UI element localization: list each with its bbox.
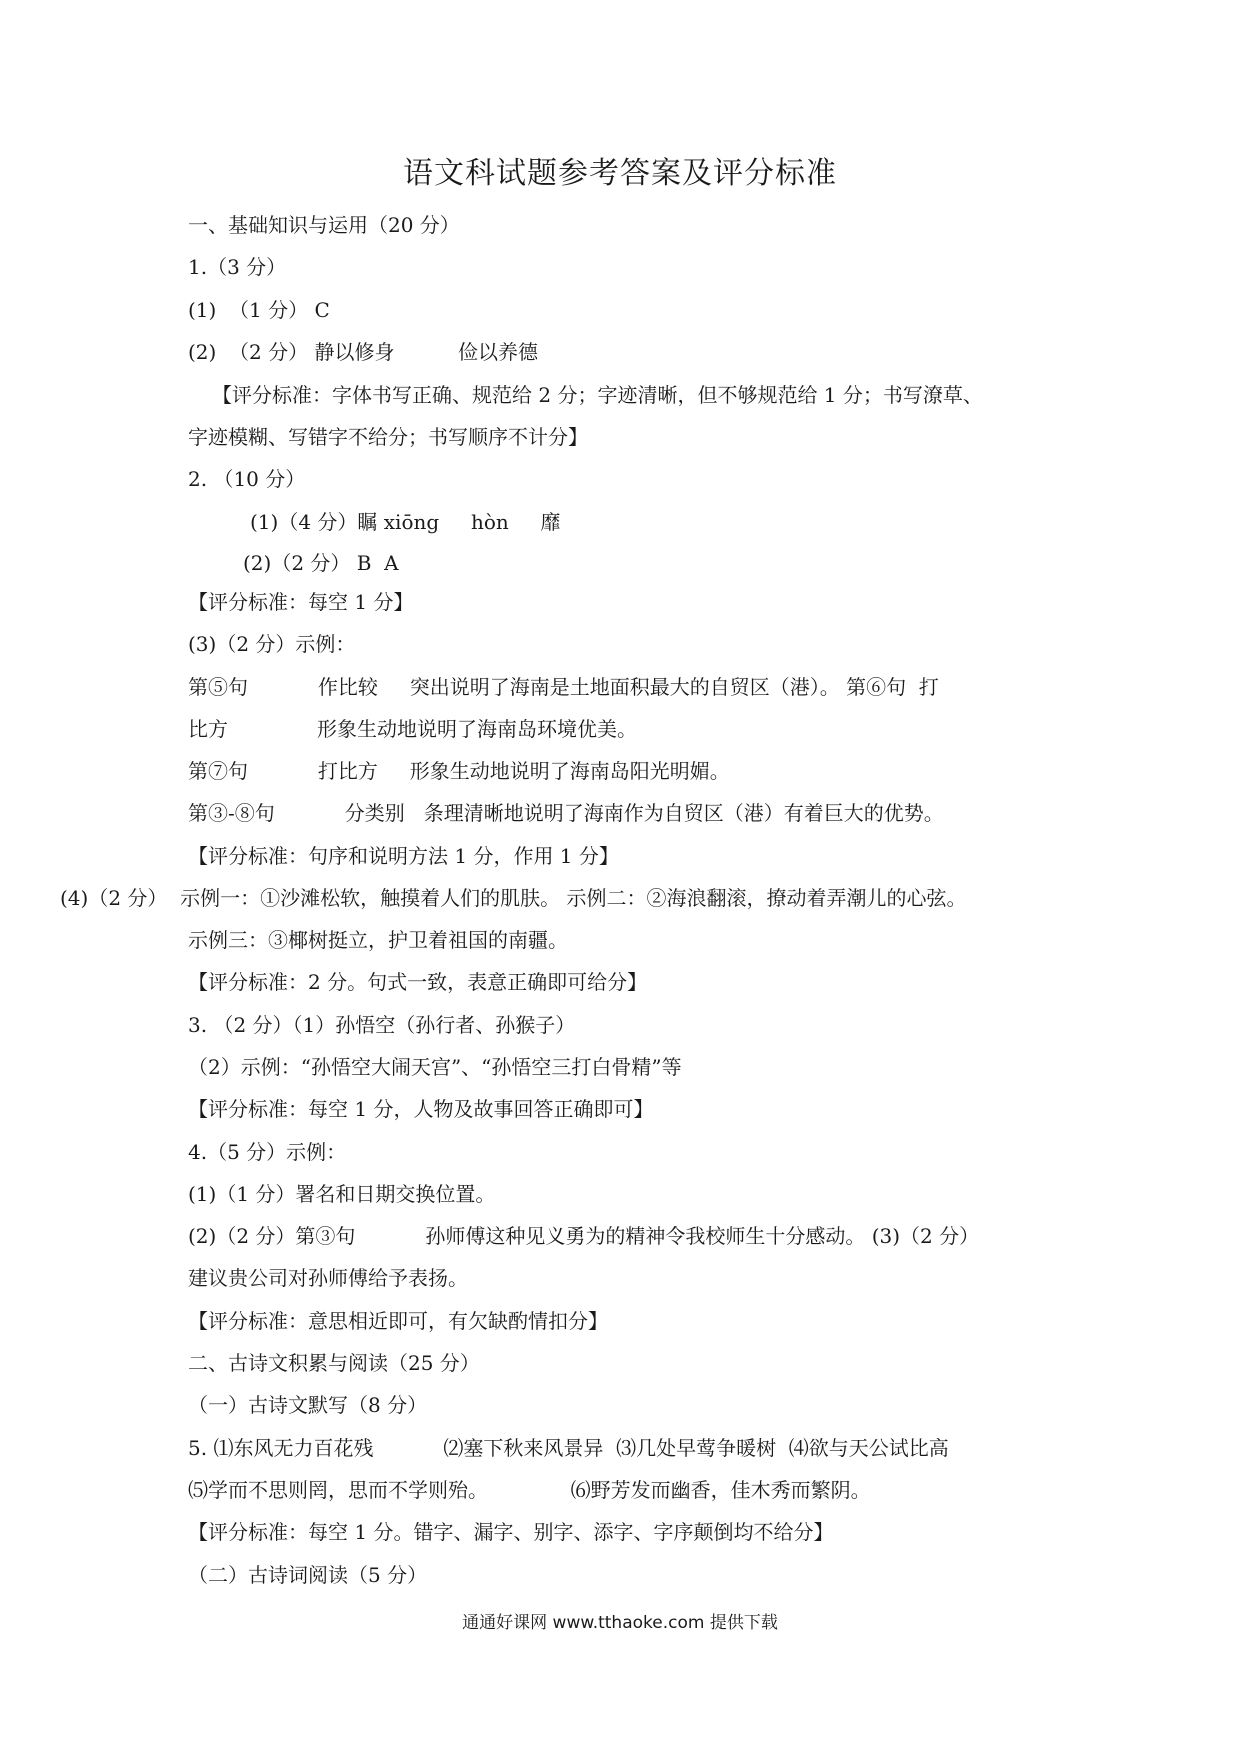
answer-3-2: （2）示例：“孙悟空大闹天宫”、“孙悟空三打白骨精”等: [188, 1055, 682, 1079]
scoring-note-2: 【评分标准：每空 1 分】: [188, 590, 414, 614]
answer-3-1: 3. （2 分）（1）孙悟空（孙行者、孙猴子）: [188, 1013, 576, 1037]
subsection-heading-1: （一）古诗文默写（8 分）: [188, 1393, 428, 1417]
section-heading-1: 一、基础知识与运用（20 分）: [188, 213, 460, 237]
scoring-note-1b: 字迹模糊、写错字不给分；书写顺序不计分】: [188, 425, 588, 449]
answer-1-2: (2) （2 分） 静以修身 俭以养德: [188, 340, 539, 364]
section-heading-2: 二、古诗文积累与阅读（25 分）: [188, 1351, 480, 1375]
subsection-heading-2: （二）古诗词阅读（5 分）: [188, 1563, 428, 1587]
answer-2-3-row1b: 比方 形象生动地说明了海南岛环境优美。: [188, 717, 638, 741]
scoring-note-4: 【评分标准：意思相近即可，有欠缺酌情扣分】: [188, 1309, 608, 1333]
scoring-note-3: 【评分标准：每空 1 分，人物及故事回答正确即可】: [188, 1097, 654, 1121]
answer-4-3: 建议贵公司对孙师傅给予表扬。: [188, 1266, 468, 1290]
answer-4-1: (1)（1 分）署名和日期交换位置。: [188, 1182, 496, 1206]
answer-5a: 5. ⑴东风无力百花残 ⑵塞下秋来风景异 ⑶几处早莺争暖树 ⑷欲与天公试比高: [188, 1436, 949, 1460]
answer-1-1: (1) （1 分） C: [188, 298, 330, 322]
question-4-heading: 4.（5 分）示例：: [188, 1140, 347, 1164]
answer-2-4a: (4)（2 分） 示例一：①沙滩松软，触摸着人们的肌肤。 示例二：②海浪翻滚，撩动着弄潮儿的心弦。: [60, 886, 967, 910]
footer-source: 通通好课网 www.tthaoke.com 提供下载: [462, 1613, 778, 1633]
answer-2-1: (1)（4 分）瞩 xiōng hòn 靡: [250, 510, 561, 534]
answer-2-4b: 示例三：③椰树挺立，护卫着祖国的南疆。: [188, 928, 568, 952]
answer-2-3-row2: 第⑦句 打比方 形象生动地说明了海南岛阳光明媚。: [188, 759, 730, 783]
answer-2-3-row1a: 第⑤句 作比较 突出说明了海南是土地面积最大的自贸区（港）。 第⑥句 打: [188, 675, 939, 699]
question-1-heading: 1.（3 分）: [188, 255, 287, 279]
answer-2-3-row3: 第③-⑧句 分类别 条理清晰地说明了海南作为自贸区（港）有着巨大的优势。: [188, 801, 944, 825]
answer-2-2: (2)（2 分） B A: [243, 551, 399, 575]
answer-2-3-heading: (3)（2 分）示例：: [188, 632, 356, 656]
answer-4-2: (2)（2 分）第③句 孙师傅这种见义勇为的精神令我校师生十分感动。 (3)（2 分）: [188, 1224, 980, 1248]
scoring-note-5: 【评分标准：每空 1 分。错字、漏字、别字、添字、字序颠倒均不给分】: [188, 1520, 834, 1544]
answer-5b: ⑸学而不思则罔，思而不学则殆。 ⑹野芳发而幽香，佳木秀而繁阴。: [188, 1478, 871, 1502]
scoring-note-2-3: 【评分标准：句序和说明方法 1 分，作用 1 分】: [188, 844, 619, 868]
scoring-note-1a: 【评分标准：字体书写正确、规范给 2 分；字迹清晰，但不够规范给 1 分；书写潦草、: [212, 383, 983, 407]
scoring-note-2-4: 【评分标准：2 分。句式一致，表意正确即可给分】: [188, 970, 648, 994]
page-title: 语文科试题参考答案及评分标准: [403, 156, 837, 191]
question-2-heading: 2. （10 分）: [188, 467, 306, 491]
